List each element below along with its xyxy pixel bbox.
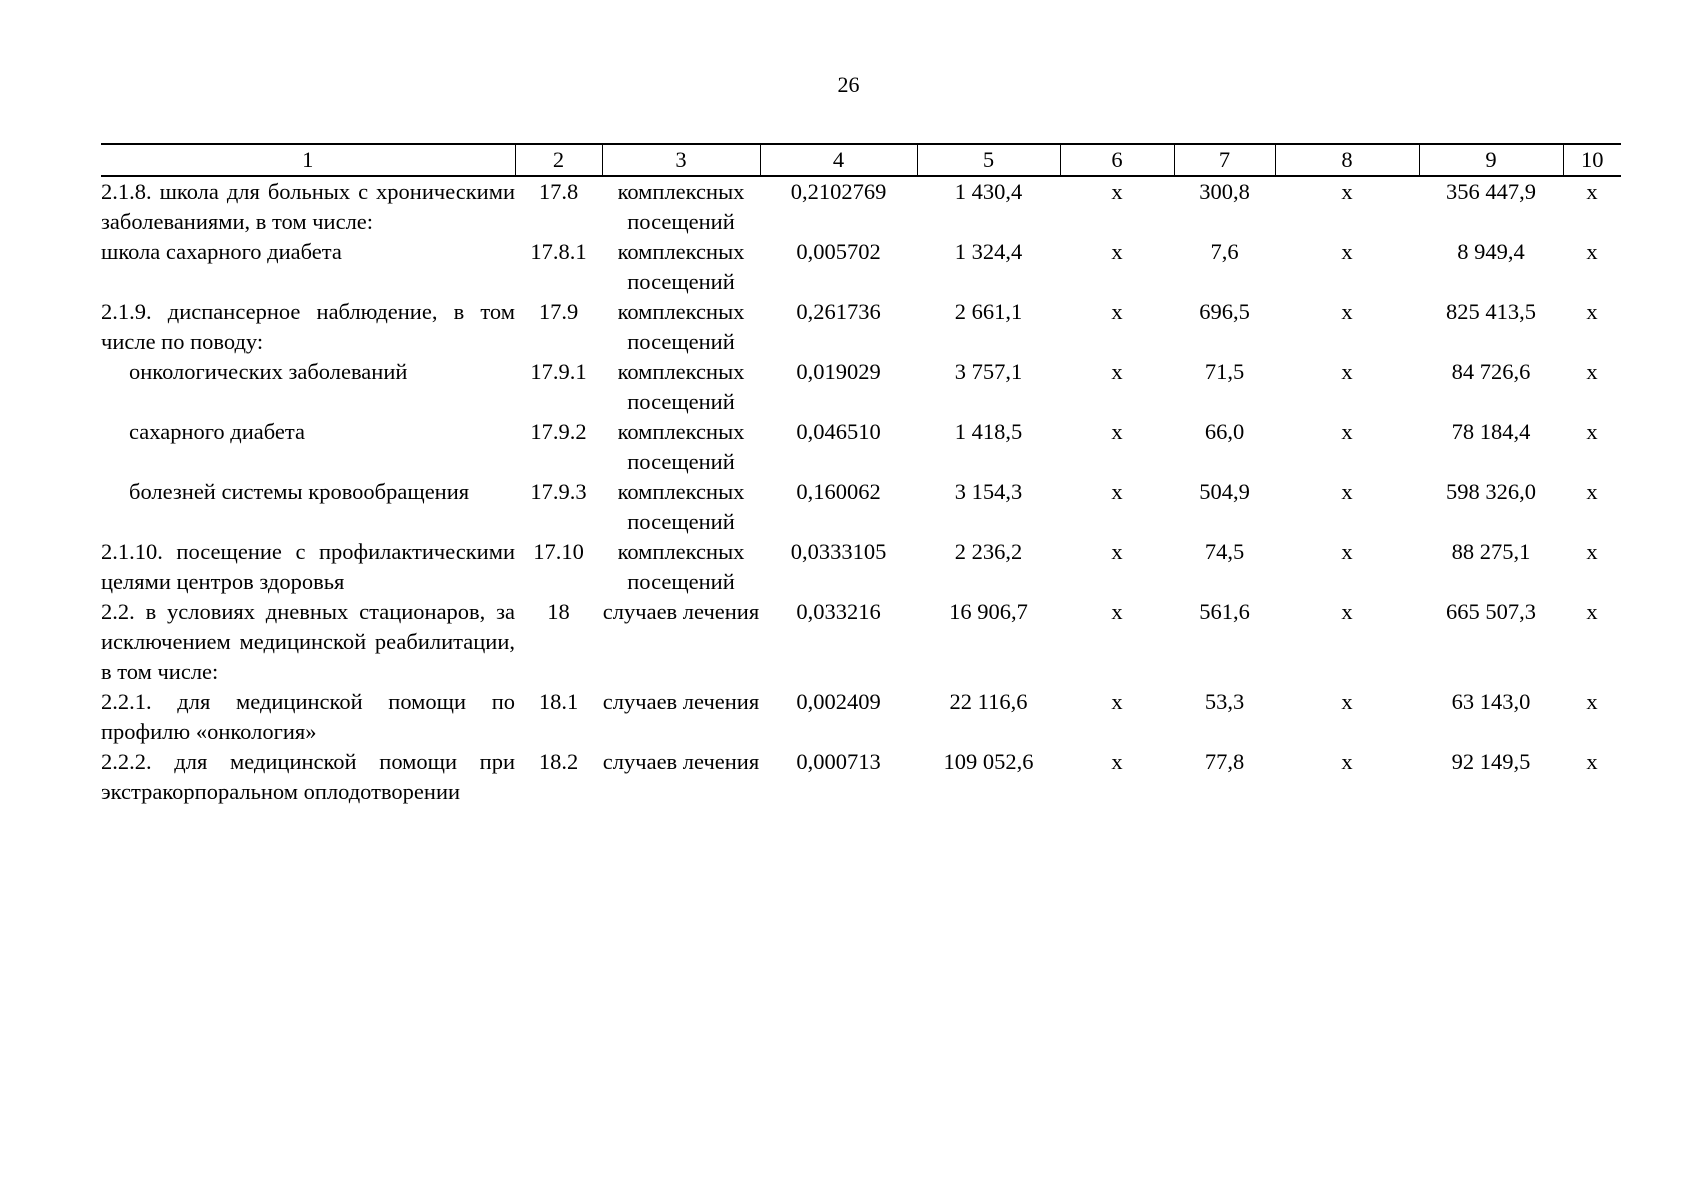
row-name-cell: 2.2.1. для медицинской помощи по профилю «онкология» bbox=[101, 689, 515, 744]
row-col7-cell: 66,0 bbox=[1204, 419, 1245, 444]
row-col9-cell: 8 949,4 bbox=[1457, 239, 1525, 264]
row-col8-cell: х bbox=[1341, 179, 1353, 204]
row-unit-cell: комплексных посещений bbox=[617, 539, 745, 594]
row-code-cell: 17.9.2 bbox=[530, 419, 587, 444]
row-unit-cell: комплексных посещений bbox=[617, 299, 745, 354]
table-row bbox=[101, 176, 1621, 237]
row-code-cell: 17.8.1 bbox=[530, 239, 587, 264]
row-col8-cell: х bbox=[1341, 239, 1353, 264]
table-row bbox=[101, 747, 1621, 807]
row-col9-cell: 78 184,4 bbox=[1451, 419, 1531, 444]
row-col9-cell: 356 447,9 bbox=[1446, 179, 1536, 204]
row-col6-cell: х bbox=[1111, 749, 1123, 774]
row-col4-cell: 0,019029 bbox=[796, 359, 881, 384]
row-col6-cell: х bbox=[1111, 299, 1123, 324]
row-col9-cell: 92 149,5 bbox=[1451, 749, 1531, 774]
row-col6-cell: х bbox=[1111, 479, 1123, 504]
row-col10-cell: х bbox=[1586, 689, 1598, 714]
row-name-cell: школа сахарного диабета bbox=[101, 239, 342, 264]
row-code-cell: 17.9.3 bbox=[530, 479, 587, 504]
row-name-cell: онкологических заболеваний bbox=[129, 359, 408, 384]
table-row bbox=[101, 357, 1621, 417]
row-name-cell: 2.1.9. диспансерное наблюдение, в том числе по поводу: bbox=[101, 299, 515, 354]
table-body bbox=[101, 176, 1621, 807]
row-col5-cell: 1 324,4 bbox=[954, 239, 1023, 264]
row-col6-cell: х bbox=[1111, 599, 1123, 624]
row-unit-cell: комплексных посещений bbox=[617, 239, 745, 294]
row-col6-cell: х bbox=[1111, 179, 1123, 204]
column-header-8: 8 bbox=[1275, 144, 1419, 176]
row-col10-cell: х bbox=[1586, 749, 1598, 774]
row-col6-cell: х bbox=[1111, 239, 1123, 264]
row-col4-cell: 0,005702 bbox=[796, 239, 881, 264]
row-col7-cell: 561,6 bbox=[1199, 599, 1250, 624]
table-row bbox=[101, 297, 1621, 357]
row-col8-cell: х bbox=[1341, 749, 1353, 774]
row-col4-cell: 0,2102769 bbox=[790, 179, 887, 204]
row-col9-cell: 63 143,0 bbox=[1451, 689, 1531, 714]
row-col10-cell: х bbox=[1586, 419, 1598, 444]
row-col8-cell: х bbox=[1341, 299, 1353, 324]
row-code-cell: 18.2 bbox=[538, 749, 579, 774]
row-col5-cell: 3 154,3 bbox=[954, 479, 1023, 504]
row-unit-cell: комплексных посещений bbox=[617, 359, 745, 414]
table-row bbox=[101, 417, 1621, 477]
row-col5-cell: 2 236,2 bbox=[954, 539, 1023, 564]
column-header-6: 6 bbox=[1060, 144, 1174, 176]
row-col10-cell: х bbox=[1586, 599, 1598, 624]
column-header-10: 10 bbox=[1563, 144, 1621, 176]
row-unit-cell: комплексных посещений bbox=[617, 419, 745, 474]
table-row bbox=[101, 237, 1621, 297]
row-col9-cell: 825 413,5 bbox=[1446, 299, 1536, 324]
row-code-cell: 18 bbox=[547, 599, 570, 624]
row-col7-cell: 696,5 bbox=[1199, 299, 1250, 324]
column-header-4: 4 bbox=[760, 144, 917, 176]
row-col8-cell: х bbox=[1341, 359, 1353, 384]
row-name-cell: 2.2.2. для медицинской помощи при экстракорпоральном оплодотворении bbox=[101, 749, 515, 804]
row-col5-cell: 3 757,1 bbox=[954, 359, 1023, 384]
row-col5-cell: 1 430,4 bbox=[954, 179, 1023, 204]
row-code-cell: 17.10 bbox=[533, 539, 584, 564]
column-header-9: 9 bbox=[1419, 144, 1563, 176]
row-col7-cell: 504,9 bbox=[1199, 479, 1250, 504]
table-row bbox=[101, 597, 1621, 687]
page-number: 26 bbox=[837, 72, 860, 97]
row-col9-cell: 88 275,1 bbox=[1451, 539, 1531, 564]
row-col4-cell: 0,160062 bbox=[796, 479, 881, 504]
table-row bbox=[101, 477, 1621, 537]
row-col7-cell: 300,8 bbox=[1199, 179, 1250, 204]
row-col5-cell: 109 052,6 bbox=[943, 749, 1034, 774]
row-name-cell: сахарного диабета bbox=[129, 419, 305, 444]
data-table bbox=[101, 143, 1621, 807]
row-col10-cell: х bbox=[1586, 179, 1598, 204]
column-header-7: 7 bbox=[1174, 144, 1275, 176]
row-col4-cell: 0,046510 bbox=[796, 419, 881, 444]
row-col9-cell: 598 326,0 bbox=[1446, 479, 1536, 504]
row-col7-cell: 77,8 bbox=[1204, 749, 1245, 774]
row-unit-cell: случаев лечения bbox=[602, 749, 760, 774]
row-col6-cell: х bbox=[1111, 539, 1123, 564]
row-col8-cell: х bbox=[1341, 419, 1353, 444]
row-name-cell: 2.1.10. посещение с профилактическими целями центров здоровья bbox=[101, 539, 515, 594]
row-unit-cell: комплексных посещений bbox=[617, 179, 745, 234]
row-col8-cell: х bbox=[1341, 689, 1353, 714]
row-col7-cell: 7,6 bbox=[1210, 239, 1239, 264]
row-col10-cell: х bbox=[1586, 299, 1598, 324]
header-row bbox=[101, 144, 1621, 176]
row-unit-cell: случаев лечения bbox=[602, 599, 760, 624]
table-header bbox=[101, 144, 1621, 176]
row-col10-cell: х bbox=[1586, 359, 1598, 384]
row-col9-cell: 665 507,3 bbox=[1446, 599, 1536, 624]
row-code-cell: 17.9.1 bbox=[530, 359, 587, 384]
row-col5-cell: 16 906,7 bbox=[949, 599, 1028, 624]
column-header-5: 5 bbox=[917, 144, 1060, 176]
row-col10-cell: х bbox=[1586, 539, 1598, 564]
row-name-cell: 2.1.8. школа для больных с хроническими заболеваниями, в том числе: bbox=[101, 179, 515, 234]
column-header-1: 1 bbox=[101, 144, 515, 176]
row-col6-cell: х bbox=[1111, 419, 1123, 444]
row-name-cell: 2.2. в условиях дневных стационаров, за исключением медицинской реабилитации, в том числе: bbox=[101, 599, 515, 684]
row-name-cell: болезней системы кровообращения bbox=[129, 479, 470, 504]
column-header-3: 3 bbox=[602, 144, 760, 176]
row-unit-cell: комплексных посещений bbox=[617, 479, 745, 534]
row-col8-cell: х bbox=[1341, 479, 1353, 504]
row-col8-cell: х bbox=[1341, 599, 1353, 624]
row-unit-cell: случаев лечения bbox=[602, 689, 760, 714]
row-col9-cell: 84 726,6 bbox=[1451, 359, 1531, 384]
table-row bbox=[101, 687, 1621, 747]
row-col7-cell: 53,3 bbox=[1204, 689, 1245, 714]
row-col4-cell: 0,033216 bbox=[796, 599, 881, 624]
row-col10-cell: х bbox=[1586, 239, 1598, 264]
row-col8-cell: х bbox=[1341, 539, 1353, 564]
row-code-cell: 18.1 bbox=[538, 689, 579, 714]
row-col5-cell: 1 418,5 bbox=[954, 419, 1023, 444]
row-col4-cell: 0,000713 bbox=[796, 749, 881, 774]
column-header-2: 2 bbox=[515, 144, 602, 176]
row-col4-cell: 0,261736 bbox=[796, 299, 881, 324]
row-code-cell: 17.9 bbox=[538, 299, 579, 324]
row-col6-cell: х bbox=[1111, 359, 1123, 384]
table-row bbox=[101, 537, 1621, 597]
row-col10-cell: х bbox=[1586, 479, 1598, 504]
row-col4-cell: 0,002409 bbox=[796, 689, 881, 714]
row-col4-cell: 0,0333105 bbox=[790, 539, 887, 564]
row-col5-cell: 22 116,6 bbox=[949, 689, 1028, 714]
row-code-cell: 17.8 bbox=[538, 179, 579, 204]
row-col5-cell: 2 661,1 bbox=[954, 299, 1023, 324]
row-col7-cell: 74,5 bbox=[1204, 539, 1245, 564]
row-col6-cell: х bbox=[1111, 689, 1123, 714]
row-col7-cell: 71,5 bbox=[1204, 359, 1245, 384]
